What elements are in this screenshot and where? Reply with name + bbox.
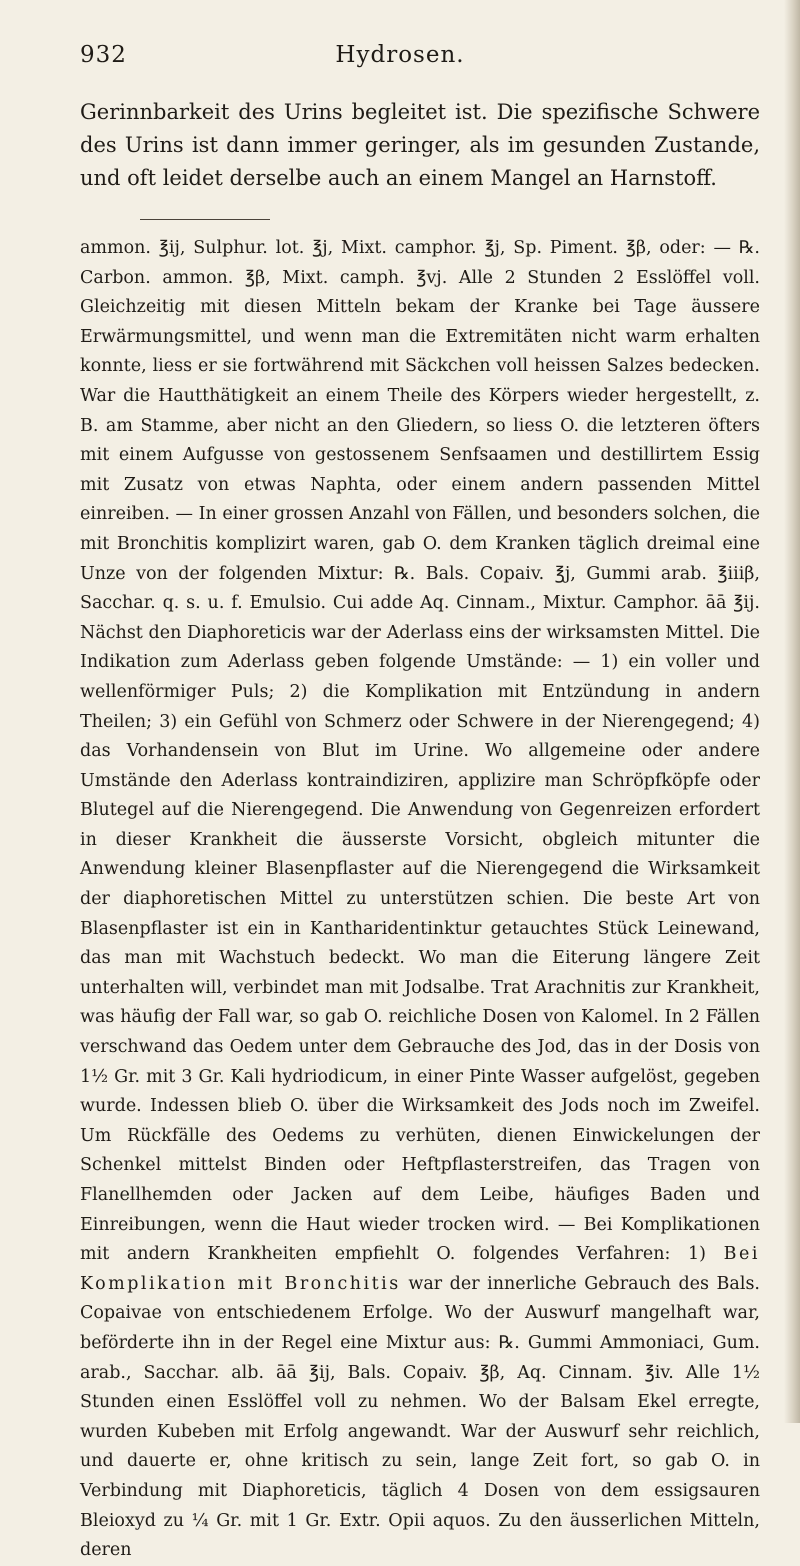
main-text-part-1: ammon. ℥ij, Sulphur. lot. ℥j, Mixt. camphor. ℥j, Sp. Piment. ℥β, oder: — ℞. Carbon. ammon. ℥β, Mixt. camph. ℥vj. Alle 2 Stunden 2 Esslöffel voll. Gleichzeitig mit diesen Mitteln bekam der Kranke bei Tage äussere Erwärmungsmittel, und wenn man die Extremitäten nicht warm erhalten konnte, liess er sie fortwährend mit Säckchen voll heissen Salzes bedecken. War die Hautthätigkeit an einem Theile des Körpers wieder hergestellt, z. B. am Stamme, aber nicht an den Gliedern, so liess O. die letzteren öfters mit einem Aufgusse von gestossenem Senfsaamen und destillirtem Essig mit Zusatz von etwas Naphta, oder einem andern passenden Mittel einreiben. — In einer grossen Anzahl von Fällen, und besonders solchen, die mit Bronchitis komplizirt waren, gab O. dem Kranken täglich dreimal eine Unze von der folgenden Mixtur: ℞. Bals. Copaiv. ℥j, Gummi arab. ℥iiiβ, Sacchar. q. s. u. f. Emulsio. Cui adde Aq. Cinnam., Mixtur. Camphor. āā ℥ij. Nächst den Diaphoreticis war der Aderlass eins der wirksamsten Mittel. Die Indikation zum Aderlass geben folgende Umstände: — 1) ein voller und wellenförmiger Puls; 2) die Komplikation mit Entzündung in andern Theilen; 3) ein Gefühl von Schmerz oder Schwere in der Nierengegend; 4) das Vorhandensein von Blut im Urine. Wo allgemeine oder andere Umstände den Aderlass kontraindiziren, applizire man Schröpfköpfe oder Blutegel auf die Nierengegend. Die Anwendung von Gegenreizen erfordert in dieser Krankheit die äusserste Vorsicht, obgleich mitunter die Anwendung kleiner Blasenpflaster auf die Nierengegend die Wirksamkeit der diaphoretischen Mittel zu unterstützen schien. Die beste Art von Blasenpflaster ist ein in Kantharidentinktur getauchtes Stück Leinewand, das man mit Wachstuch bedeckt. Wo man die Eiterung längere Zeit unterhalten will, verbindet man mit Jodsalbe. Trat Arachnitis zur Krankheit, was häufig der Fall war, so gab O. reichliche Dosen von Kalomel. In 2 Fällen verschwand das Oedem unter dem Gebrauche des Jod, das in der Dosis von 1½ Gr. mit 3 Gr. Kali hydriodicum, in einer Pinte Wasser aufgelöst, gegeben wurde. Indessen blieb O. über die Wirksamkeit des Jods noch im Zweifel. Um Rückfälle des Oedems zu verhüten, dienen Einwickelungen der Schenkel mittelst Binden oder Heftpflasterstreifen, das Tragen von Flanellhemden oder Jacken auf dem Leibe, häufiges Baden und Einreibungen, wenn die Haut wieder trocken wird. — Bei Komplikationen mit andern Krankheiten empfiehlt O. folgendes Verfahren: 1): [80, 238, 760, 1265]
main-text-part-2: war der innerliche Gebrauch des Bals. Copaivae von entschiedenem Erfolge. Wo der Auswurf mangelhaft war, beförderte ihn in der Regel eine Mixtur aus: ℞. Gummi Ammoniaci, Gum. arab., Sacchar. alb. āā ℥ij, Bals. Copaiv. ℥β, Aq. Cinnam. ℥iv. Alle 1½ Stunden einen Esslöffel voll zu nehmen. Wo der Balsam Ekel erregte, wurden Kubeben mit Erfolg angewandt. War der Auswurf sehr reichlich, und dauerte er, ohne kritisch zu sein, lange Zeit fort, so gab O. in Verbindung mit Diaphoreticis, täglich 4 Dosen von dem essigsauren Bleioxyd zu ¼ Gr. mit 1 Gr. Extr. Opii aquos. Zu den äusserlichen Mitteln, deren: [80, 1273, 760, 1561]
page-number: 932: [80, 42, 127, 68]
running-title: Hydrosen.: [335, 42, 465, 68]
spaced-emphasis: Bei Komplikation mit Bronchitis: [80, 1244, 760, 1294]
section-divider: [140, 219, 270, 220]
page-edge-shadow: [784, 0, 800, 1423]
main-paragraph: [80, 234, 760, 1566]
top-paragraph: Gerinnbarkeit des Urins begleitet ist. Die spezifische Schwere des Urins ist dann immer geringer, als im gesunden Zustande, und oft leidet derselbe auch an einem Mangel an Harnstoff.: [80, 100, 760, 190]
page-header: [80, 42, 720, 78]
